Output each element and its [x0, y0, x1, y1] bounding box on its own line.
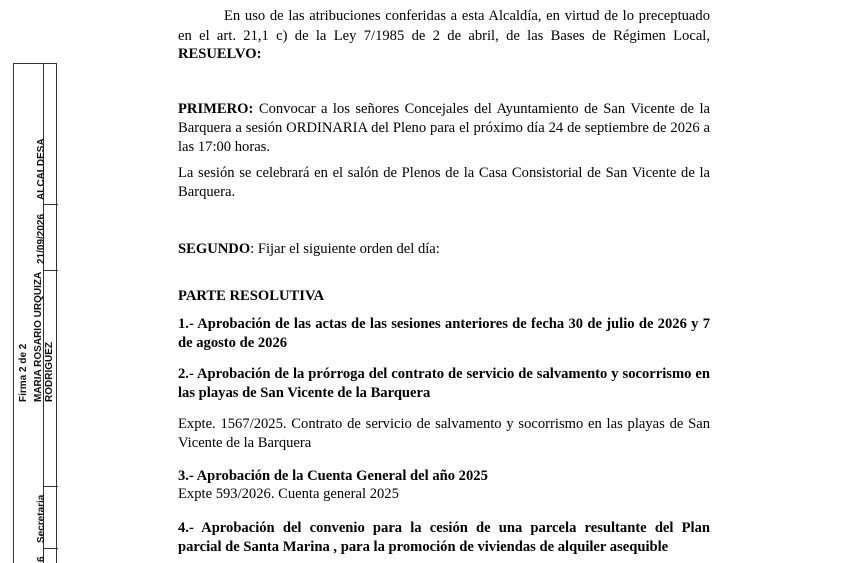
segundo-paragraph	[178, 240, 710, 259]
primero-text: Convocar a los señores Concejales del Ayuntamiento de San Vicente de la Barquera a sesión ORDINARIA del Pleno para el próximo día 24 de septiembre de 2026 a las 17:00 horas.	[178, 101, 710, 155]
parte-resolutiva-heading: PARTE RESOLUTIVA	[178, 288, 325, 304]
stamp-divider	[43, 548, 58, 549]
primero-paragraph	[178, 100, 710, 157]
stamp-role: ALCALDESA	[36, 138, 47, 200]
intro-line-2: en el art. 21,1 c) de la Ley 7/1985 de 2 de abril, de las Bases de Régimen Local,	[178, 28, 710, 44]
agenda-item-2-title: 2.- Aprobación de la prórroga del contrato de servicio de salvamento y socorrismo en las playas de San Vicente de la Barquera	[178, 366, 710, 401]
stamp-date: 21/09/2026	[36, 213, 47, 264]
stamp-divider	[43, 204, 58, 205]
sesion-paragraph: La sesión se celebrará en el salón de Plenos de la Casa Consistorial de San Vicente de la Barquera.	[178, 165, 710, 200]
stamp-secretary-label: Secretaria	[36, 494, 47, 543]
primero-label: PRIMERO:	[178, 101, 254, 117]
agenda-item-3-detail: Expte 593/2026. Cuenta general 2025	[178, 486, 399, 502]
stamp-divider	[43, 486, 58, 487]
resuelvo-heading: RESUELVO:	[178, 46, 262, 62]
stamp-firma-label: Firma 2 de 2	[18, 343, 29, 402]
agenda-item-3-title: 3.- Aprobación de la Cuenta General del año 2025	[178, 468, 488, 484]
segundo-label: SEGUNDO	[178, 241, 251, 257]
stamp-partial-number: 6	[36, 556, 47, 562]
agenda-item-1-title: 1.- Aprobación de las actas de las sesiones anteriores de fecha 30 de julio de 2026 y 7 de agosto de 2026	[178, 316, 710, 351]
stamp-signer-surname: RODRIGUEZ	[44, 342, 55, 402]
agenda-item-2-detail: Expte. 1567/2025. Contrato de servicio de salvamento y socorrismo en las playas de San Vicente de la Barquera	[178, 416, 710, 451]
intro-line-1: En uso de las atribuciones conferidas a esta Alcaldía, en virtud de lo preceptuado	[224, 8, 710, 24]
stamp-divider	[43, 270, 58, 271]
agenda-item-4-title-line-1: 4.- Aprobación del convenio para la cesión de una parcela resultante del Plan	[178, 520, 710, 536]
stamp-signer-name: MARIA ROSARIO URQUIZA	[33, 271, 44, 402]
agenda-item-4-title-line-2: parcial de Santa Marina , para la promoción de viviendas de alquiler asequible	[178, 539, 669, 555]
segundo-text: : Fijar el siguiente orden del día:	[250, 241, 440, 257]
